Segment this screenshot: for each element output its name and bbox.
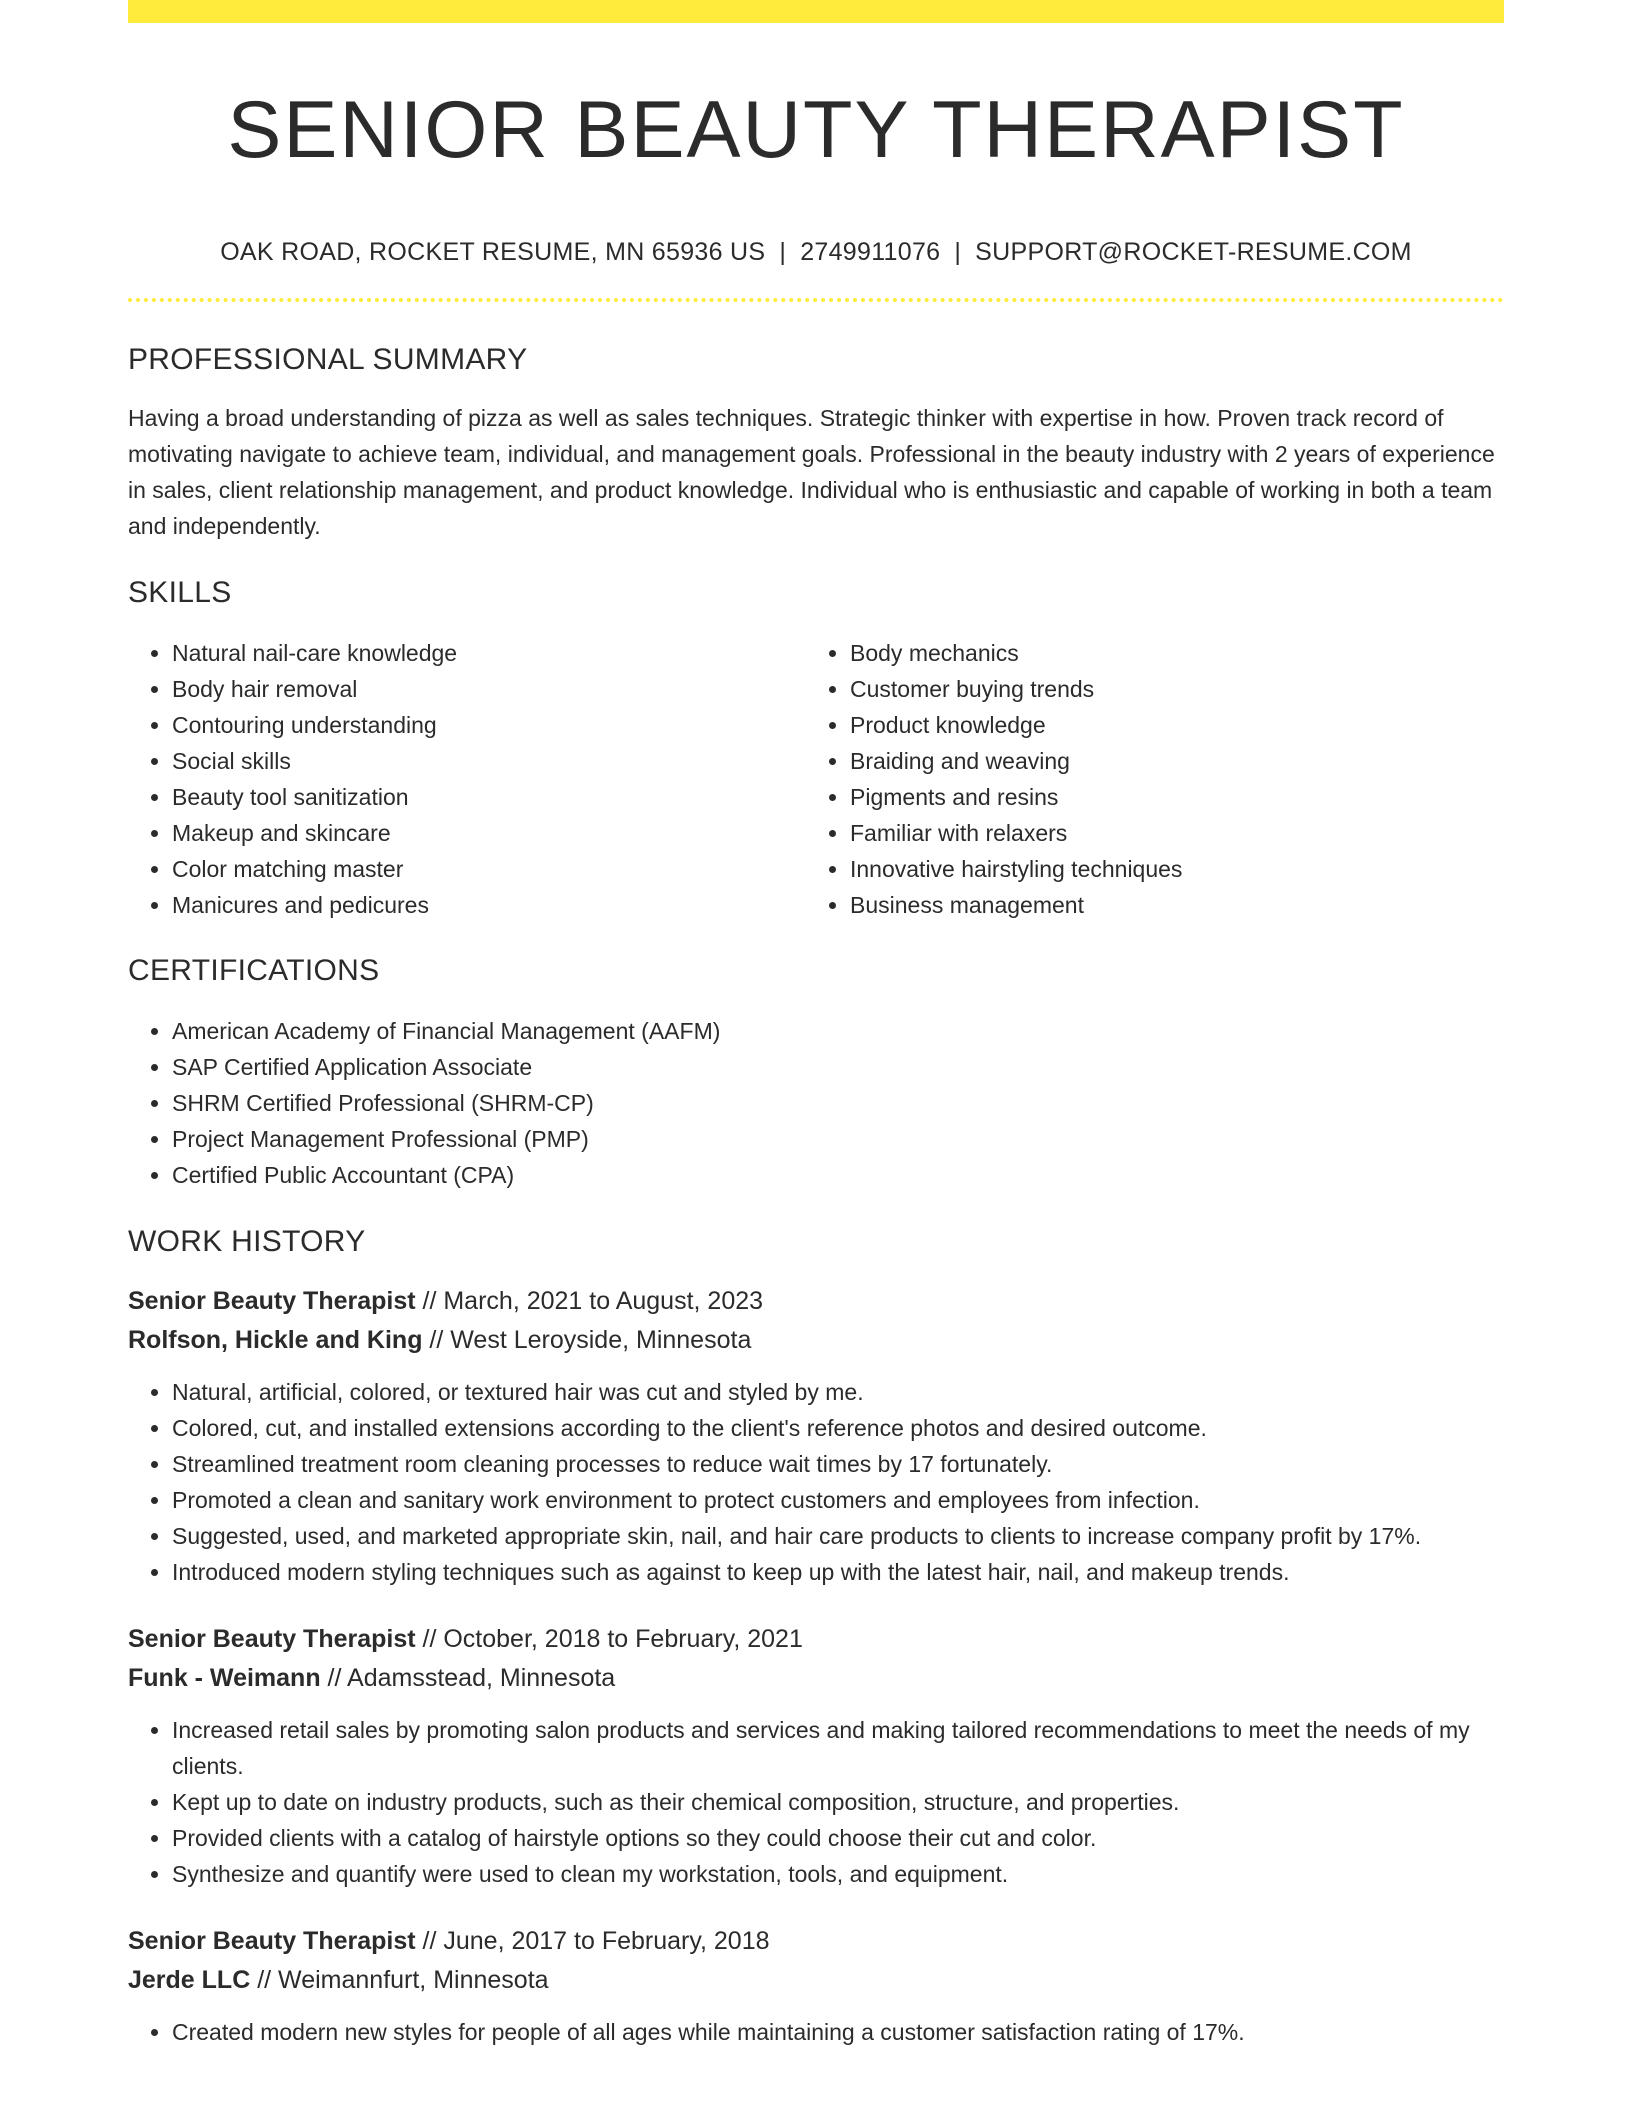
skill-item: • Product knowledge xyxy=(850,707,1484,743)
certification-item: • Certified Public Accountant (CPA) xyxy=(172,1157,1504,1193)
job-company-line xyxy=(128,1659,1504,1698)
skills-grid xyxy=(128,635,1504,923)
contact-address: OAK ROAD, ROCKET RESUME, MN 65936 US xyxy=(220,238,766,266)
job-bullet: • Promoted a clean and sanitary work environment to protect customers and employees from infection. xyxy=(172,1482,1504,1518)
contact-email: SUPPORT@ROCKET-RESUME.COM xyxy=(975,238,1412,266)
skill-item: • Natural nail-care knowledge xyxy=(172,635,806,671)
dotted-divider xyxy=(128,298,1504,302)
skill-item: • Social skills xyxy=(172,743,806,779)
work-history-heading: WORK HISTORY xyxy=(128,1225,366,1258)
job-role: Senior Beauty Therapist xyxy=(128,1927,416,1955)
job-bullet: • Streamlined treatment room cleaning processes to reduce wait times by 17 fortunately. xyxy=(172,1446,1504,1482)
certifications-list xyxy=(128,1013,1504,1193)
skills-column-right xyxy=(806,635,1484,923)
certification-item: • American Academy of Financial Management (AAFM) xyxy=(172,1013,1504,1049)
job-bullet: • Natural, artificial, colored, or textured hair was cut and styled by me. xyxy=(172,1374,1504,1410)
certification-item: • SAP Certified Application Associate xyxy=(172,1049,1504,1085)
job-bullet: • Kept up to date on industry products, such as their chemical composition, structure, and properties. xyxy=(172,1784,1504,1820)
skill-item: • Manicures and pedicures xyxy=(172,887,806,923)
skill-item: • Business management xyxy=(850,887,1484,923)
job-bullet: • Increased retail sales by promoting salon products and services and making tailored recommendations to meet the needs of my clients. xyxy=(172,1712,1504,1784)
skill-item: • Makeup and skincare xyxy=(172,815,806,851)
job-entry xyxy=(128,1922,1504,2050)
skill-item: • Body hair removal xyxy=(172,671,806,707)
skills-column-left xyxy=(128,635,806,923)
job-bullet: • Provided clients with a catalog of hairstyle options so they could choose their cut and color. xyxy=(172,1820,1504,1856)
skill-item: • Color matching master xyxy=(172,851,806,887)
job-dates: // June, 2017 to February, 2018 xyxy=(415,1927,770,1955)
certifications-heading: CERTIFICATIONS xyxy=(128,954,380,987)
skill-item: • Contouring understanding xyxy=(172,707,806,743)
skill-item: • Pigments and resins xyxy=(850,779,1484,815)
job-bullet: • Introduced modern styling techniques such as against to keep up with the latest hair, nail, and makeup trends. xyxy=(172,1554,1504,1590)
job-company: Jerde LLC xyxy=(128,1966,251,1994)
job-location: // Adamsstead, Minnesota xyxy=(320,1664,616,1692)
skill-item: • Beauty tool sanitization xyxy=(172,779,806,815)
job-bullets xyxy=(128,1374,1504,1590)
job-role: Senior Beauty Therapist xyxy=(128,1287,416,1315)
skill-item: • Familiar with relaxers xyxy=(850,815,1484,851)
job-bullets xyxy=(128,2014,1504,2050)
job-bullet: • Synthesize and quantify were used to clean my workstation, tools, and equipment. xyxy=(172,1856,1504,1892)
summary-heading: PROFESSIONAL SUMMARY xyxy=(128,343,528,376)
job-bullet: • Created modern new styles for people of all ages while maintaining a customer satisfaction rating of 17%. xyxy=(172,2014,1504,2050)
job-role-line xyxy=(128,1620,1504,1659)
job-entry xyxy=(128,1282,1504,1590)
skill-item: • Braiding and weaving xyxy=(850,743,1484,779)
resume-content xyxy=(128,0,1504,2050)
contact-separator: | xyxy=(779,238,787,266)
skills-heading: SKILLS xyxy=(128,576,232,609)
job-role-line xyxy=(128,1282,1504,1321)
job-location: // Weimannfurt, Minnesota xyxy=(250,1966,549,1994)
contact-phone: 2749911076 xyxy=(800,238,941,266)
certification-item: • Project Management Professional (PMP) xyxy=(172,1121,1504,1157)
job-bullet: • Colored, cut, and installed extensions according to the client's reference photos and desired outcome. xyxy=(172,1410,1504,1446)
contact-separator: | xyxy=(954,238,962,266)
summary-text: Having a broad understanding of pizza as well as sales techniques. Strategic thinker with expertise in how. Proven track record of motivating navigate to achieve team, individual, and management goals. Professional in the beauty industry with 2 years of experience in sales, client relationship management, and product knowledge. Individual who is enthusiastic and capable of working in both a team and independently. xyxy=(128,405,1495,539)
job-dates: // October, 2018 to February, 2021 xyxy=(415,1625,803,1653)
contact-line xyxy=(128,236,1504,268)
job-dates: // March, 2021 to August, 2023 xyxy=(415,1287,764,1315)
skill-item: • Innovative hairstyling techniques xyxy=(850,851,1484,887)
skill-item: • Body mechanics xyxy=(850,635,1484,671)
job-entry xyxy=(128,1620,1504,1892)
certification-item: • SHRM Certified Professional (SHRM-CP) xyxy=(172,1085,1504,1121)
job-bullets xyxy=(128,1712,1504,1892)
job-company: Funk - Weimann xyxy=(128,1664,321,1692)
candidate-title: SENIOR BEAUTY THERAPIST xyxy=(227,85,1405,175)
job-role: Senior Beauty Therapist xyxy=(128,1625,416,1653)
skill-item: • Customer buying trends xyxy=(850,671,1484,707)
job-bullet: • Suggested, used, and marketed appropriate skin, nail, and hair care products to clients to increase company profit by 17%. xyxy=(172,1518,1504,1554)
job-location: // West Leroyside, Minnesota xyxy=(422,1326,752,1354)
job-company-line xyxy=(128,1961,1504,2000)
job-company: Rolfson, Hickle and King xyxy=(128,1326,423,1354)
job-company-line xyxy=(128,1321,1504,1360)
job-role-line xyxy=(128,1922,1504,1961)
